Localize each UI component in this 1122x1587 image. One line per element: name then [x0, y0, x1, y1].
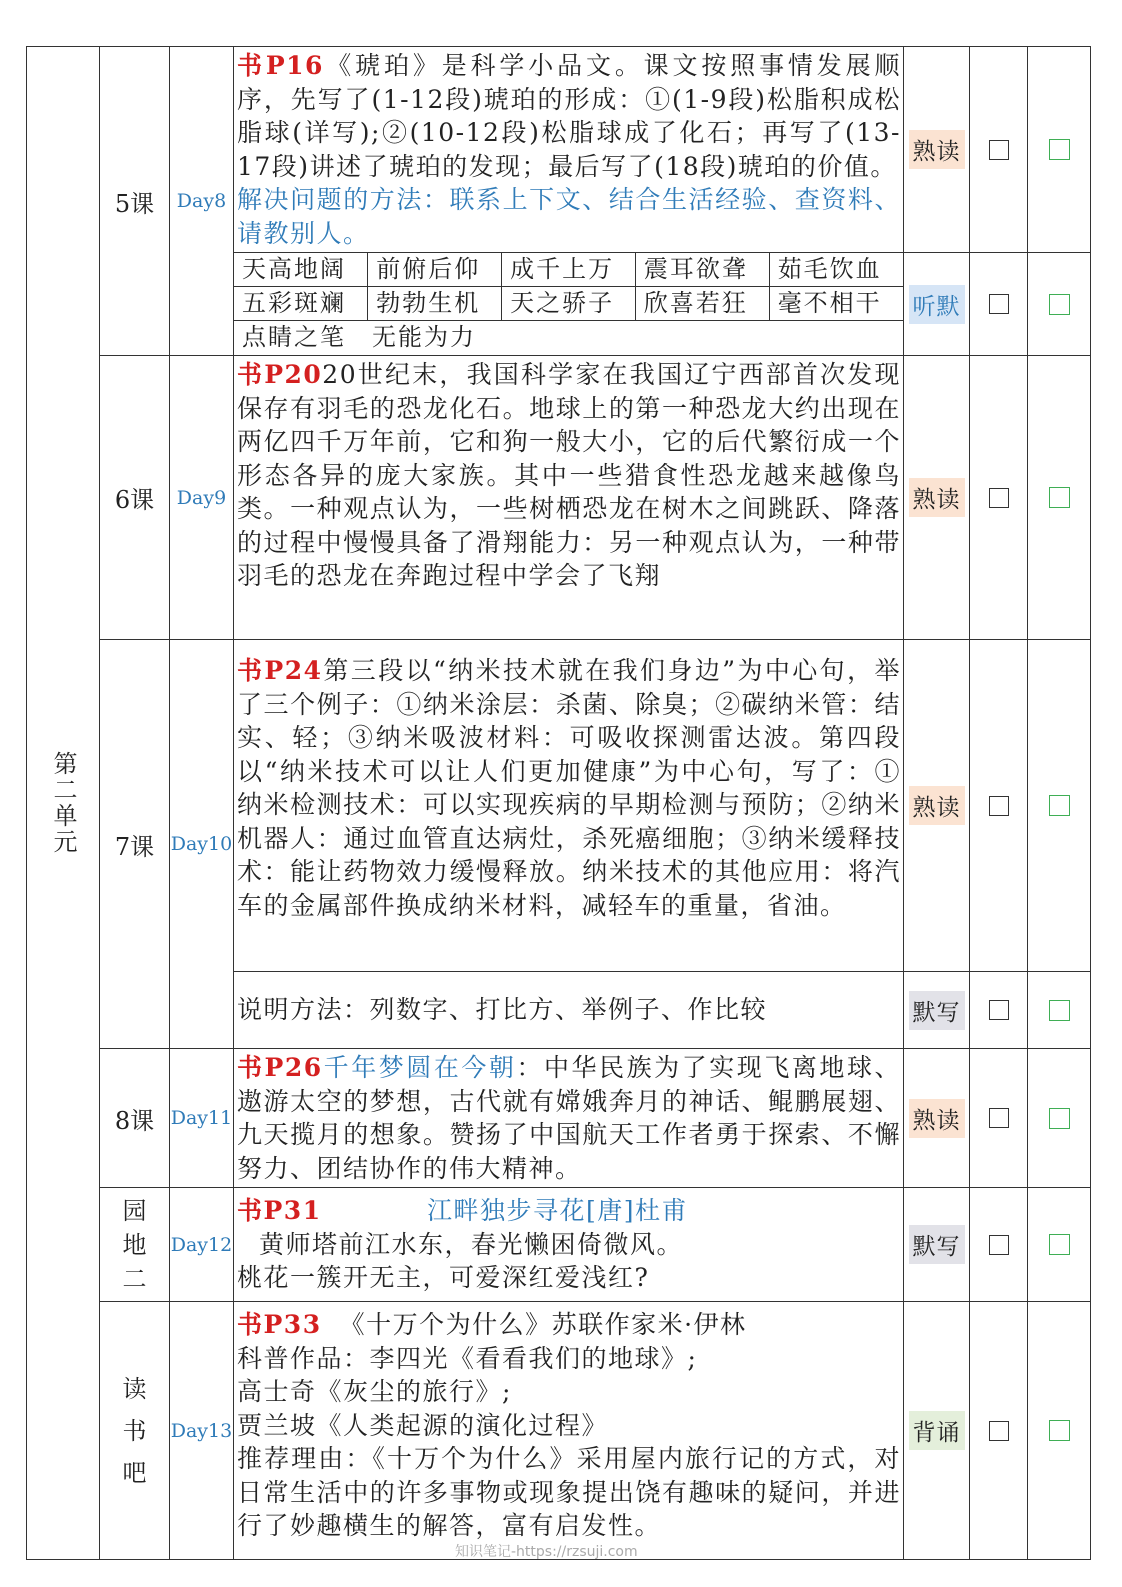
checkbox[interactable] [989, 294, 1009, 314]
checkbox[interactable] [989, 140, 1009, 160]
table-row [27, 47, 1091, 253]
content-text: ：中华民族为了实现飞离地球、遨游太空的梦想，古代就有嫦娥奔月的神话、鲲鹏展翅、九天揽月的想象。赞扬了中国航天工作者勇于探索、不懈努力、团结协作的伟大精神。 [237, 1053, 901, 1183]
method-text: 解决问题的方法：联系上下文、结合生活经验、查资料、请教别人。 [237, 185, 901, 248]
poem-line: 黄师塔前江水东，春光懒困倚微风。 [259, 1229, 684, 1259]
checkbox-green[interactable] [1049, 487, 1070, 508]
content-text: 说明方法：列数字、打比方、举例子、作比较 [237, 995, 768, 1025]
content-text: 推荐理由：《十万个为什么》采用屋内旅行记的方式，对日常生活中的许多事物或现象提出饶有趣味的疑问，并进行了妙趣横生的解答，富有启发性。 [237, 1444, 901, 1540]
lesson-content [234, 356, 904, 640]
idiom: 茹毛饮血 [769, 253, 903, 287]
checkbox[interactable] [989, 796, 1009, 816]
idiom: 点睛之笔 无能为力 [234, 321, 903, 355]
footer-watermark: 知识笔记-https://rzsuji.com [455, 1544, 638, 1560]
task-tag: 默写 [909, 991, 965, 1030]
task-tag: 听默 [909, 285, 965, 324]
poem-title: 江畔独步寻花[唐]杜甫 [427, 1196, 689, 1226]
lesson-content [234, 640, 904, 972]
table-row [27, 356, 1091, 640]
idiom: 震耳欲聋 [635, 253, 769, 287]
day-label: Day8 [170, 47, 234, 356]
idiom: 天之骄子 [502, 287, 636, 321]
lesson-label: 5课 [100, 47, 170, 356]
content-text: 第三段以“纳米技术就在我们身边”为中心句，举了三个例子：①纳米涂层：杀菌、除臭；②碳纳米管：结实、轻；③纳米吸波材料：可吸收探测雷达波。第四段以“纳米技术可以让人们更加健康”为中心句，写了：①纳米检测技术：可以实现疾病的早期检测与预防；②纳米机器人：通过血管直达病灶，杀死癌细胞；③纳米缓释技术：能让药物效力缓慢释放。纳米技术的其他应用：将汽车的金属部件换成纳米材料，减轻车的重量，省油。 [237, 656, 901, 920]
unit-cell [27, 47, 100, 1560]
idiom-grid [234, 253, 903, 354]
table-row [27, 1302, 1091, 1560]
task-tag: 熟读 [909, 1099, 965, 1138]
book-page-ref: 书P26 [237, 1053, 323, 1082]
idiom: 天高地阔 [234, 253, 368, 287]
content-text: 《琥珀》是科学小品文。课文按照事情发展顺序，先写了(1-12段)琥珀的形成：①(1-9段)松脂积成松脂球(详写);②(10-12段)松脂球成了化石；再写了(13-17段)讲述了琥珀的发现；最后写了(18段)琥珀的价值。 [237, 51, 901, 181]
content-text: 科普作品：李四光《看看我们的地球》; [237, 1343, 698, 1373]
content-text: 《十万个为什么》苏联作家米·伊林 [339, 1310, 747, 1339]
checkbox[interactable] [989, 1108, 1009, 1128]
content-text: 贾兰坡《人类起源的演化过程》 [237, 1410, 609, 1440]
day-label: Day11 [170, 1049, 234, 1188]
checkbox-green[interactable] [1049, 1108, 1070, 1129]
lesson-label: 7课 [100, 640, 170, 1049]
idiom: 前俯后仰 [368, 253, 502, 287]
checkbox-green[interactable] [1049, 1000, 1070, 1021]
unit-label: 第二单元 [49, 751, 77, 855]
task-tag: 熟读 [909, 786, 965, 825]
lesson-label: 8课 [100, 1049, 170, 1188]
book-page-ref: 书P33 [237, 1310, 322, 1339]
checkbox[interactable] [989, 1421, 1009, 1441]
task-tag: 背诵 [909, 1411, 965, 1450]
content-text: 高士奇《灰尘的旅行》; [237, 1377, 512, 1406]
lesson-label: 园地二 [100, 1188, 170, 1302]
poem-line: 桃花一簇开无主，可爱深红爱浅红? [237, 1263, 650, 1293]
idiom: 勃勃生机 [368, 287, 502, 321]
day-label: Day13 [170, 1302, 234, 1560]
book-page-ref: 书P16 [237, 51, 324, 80]
checkbox[interactable] [989, 1000, 1009, 1020]
book-page-ref: 书P24 [237, 656, 323, 685]
day-label: Day10 [170, 640, 234, 1049]
task-tag: 熟读 [909, 478, 965, 517]
lesson-title: 千年梦圆在今朝 [322, 1053, 517, 1082]
task-tag: 熟读 [909, 130, 965, 169]
checkbox-green[interactable] [1049, 1234, 1070, 1255]
lesson-label: 读书吧 [100, 1302, 170, 1560]
checkbox[interactable] [989, 1235, 1009, 1255]
content-text: 20世纪末，我国科学家在我国辽宁西部首次发现保存有羽毛的恐龙化石。地球上的第一种恐龙大约出现在两亿四千万年前，它和狗一般大小，它的后代繁衍成一个形态各异的庞大家族。其中一些猎食性恐龙越来越像鸟类。一种观点认为，一些树栖恐龙在树木之间跳跃、降落的过程中慢慢具备了滑翔能力：另一种观点认为，一种带羽毛的恐龙在奔跑过程中学会了飞翔 [237, 360, 901, 590]
lesson-content [234, 1188, 904, 1302]
task-tag: 默写 [909, 1225, 965, 1264]
lesson-label: 6课 [100, 356, 170, 640]
lesson-content [234, 1302, 904, 1560]
idiom: 欣喜若狂 [635, 287, 769, 321]
idiom: 五彩斑斓 [234, 287, 368, 321]
table-row [27, 1049, 1091, 1188]
lesson-content [234, 972, 904, 1049]
idiom: 毫不相干 [769, 287, 903, 321]
study-plan-table [26, 46, 1091, 1560]
lesson-content [234, 47, 904, 253]
day-label: Day9 [170, 356, 234, 640]
book-page-ref: 书P20 [237, 360, 323, 389]
table-row [27, 640, 1091, 972]
idiom: 成千上万 [502, 253, 636, 287]
checkbox-green[interactable] [1049, 1420, 1070, 1441]
idiom-cell [234, 253, 904, 356]
day-label: Day12 [170, 1188, 234, 1302]
lesson-content [234, 1049, 904, 1188]
checkbox-green[interactable] [1049, 294, 1070, 315]
checkbox-green[interactable] [1049, 139, 1070, 160]
book-page-ref: 书P31 [237, 1196, 322, 1226]
checkbox-green[interactable] [1049, 795, 1070, 816]
table-row [27, 1188, 1091, 1302]
checkbox[interactable] [989, 488, 1009, 508]
